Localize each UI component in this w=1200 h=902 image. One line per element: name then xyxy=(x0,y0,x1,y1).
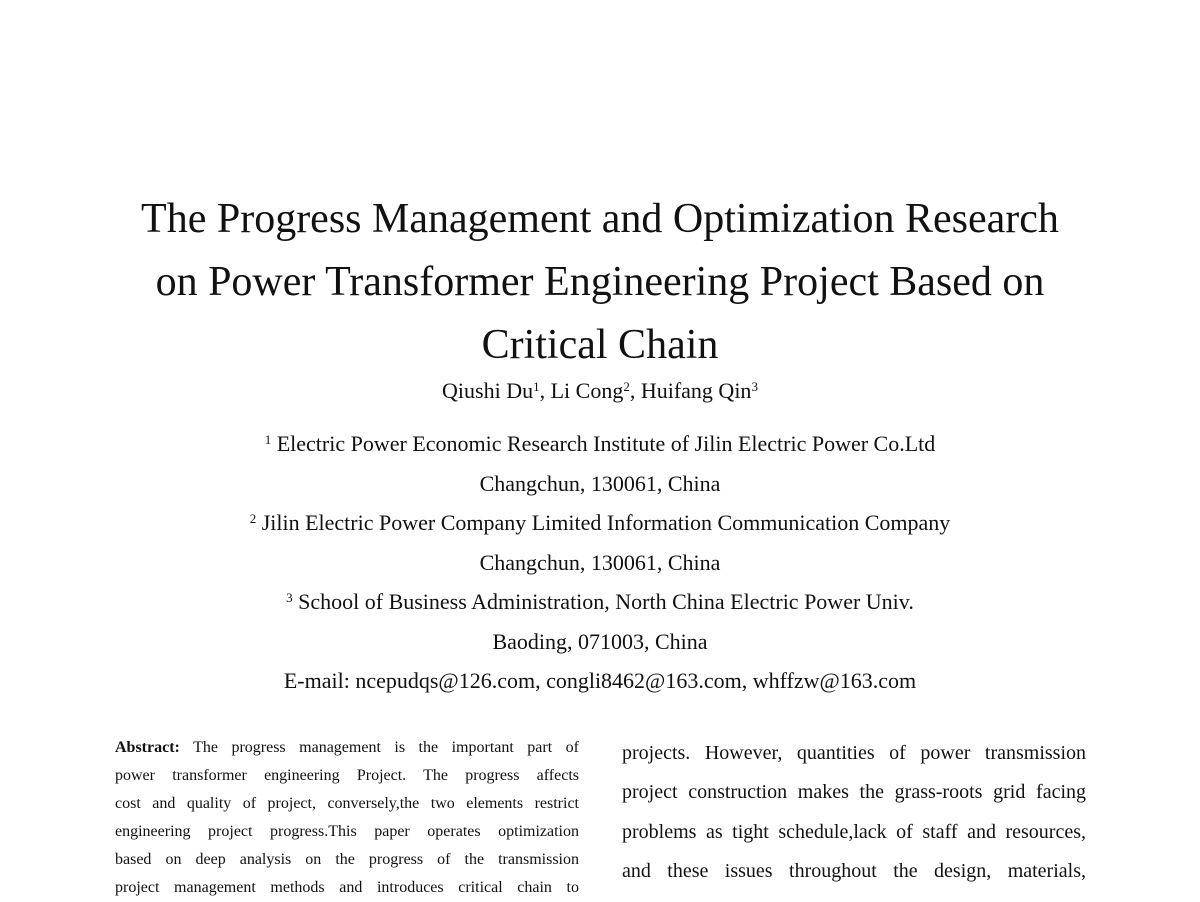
body-line: projects. However, quantities of power transmission xyxy=(622,742,1086,764)
author-name: Li Cong xyxy=(550,378,624,403)
affiliation-org-text: Jilin Electric Power Company Limited Information Communication Company xyxy=(261,510,951,535)
affiliation-mark: 3 xyxy=(286,590,293,605)
abstract-line xyxy=(115,734,579,762)
author-name: Qiushi Du xyxy=(442,378,534,403)
abstract-line: power transformer engineering Project. The progress affects xyxy=(115,767,579,784)
author-affiliation-mark: 3 xyxy=(751,379,758,394)
author-separator: , xyxy=(629,378,641,403)
body-line: project construction makes the grass-roots grid facing xyxy=(622,781,1086,804)
body-line: and these issues throughout the design, materials, xyxy=(622,859,1086,882)
affiliation-org xyxy=(0,503,1200,543)
affiliation-list xyxy=(0,424,1200,701)
affiliation-city: Changchun, 130061, China xyxy=(479,549,721,575)
affiliation-org xyxy=(0,424,1200,464)
abstract-line: engineering project progress.This paper operates optimization xyxy=(115,823,579,840)
author-name: Huifang Qin xyxy=(640,378,752,403)
author-affiliation-mark: 2 xyxy=(623,379,630,394)
author-separator: , xyxy=(539,378,551,403)
author-list xyxy=(0,376,1200,406)
abstract-column xyxy=(115,734,579,902)
affiliation-city: Changchun, 130061, China xyxy=(479,470,721,496)
abstract-text: The progress management is the important part of xyxy=(179,739,579,756)
title-line: Critical Chain xyxy=(481,322,719,368)
affiliation-org-text: Electric Power Economic Research Institute of Jilin Electric Power Co.Ltd xyxy=(276,431,936,456)
title-line: The Progress Management and Optimization Research xyxy=(141,196,1059,242)
body-line: problems as tight schedule,lack of staff and resources, xyxy=(622,820,1086,843)
title-line: on Power Transformer Engineering Project Based on xyxy=(155,259,1045,305)
affiliation-org xyxy=(0,582,1200,622)
affiliation-city: Baoding, 071003, China xyxy=(492,628,708,654)
abstract-line: based on deep analysis on the progress of the transmission xyxy=(115,851,579,868)
affiliation-mark: 2 xyxy=(249,511,257,526)
abstract-label: Abstract: xyxy=(115,739,180,756)
affiliation-org-text: School of Business Administration, North China Electric Power Univ. xyxy=(298,589,914,614)
affiliation-mark: 1 xyxy=(264,432,272,447)
body-column-right xyxy=(622,734,1086,891)
abstract-line: project management methods and introduces critical chain to xyxy=(115,879,579,896)
email-line: E-mail: ncepudqs@126.com, congli8462@163.com, whffzw@163.com xyxy=(283,668,917,693)
author-affiliation-mark: 1 xyxy=(533,379,540,394)
abstract-line: cost and quality of project, conversely,the two elements restrict xyxy=(115,795,579,812)
paper-title xyxy=(80,188,1120,377)
